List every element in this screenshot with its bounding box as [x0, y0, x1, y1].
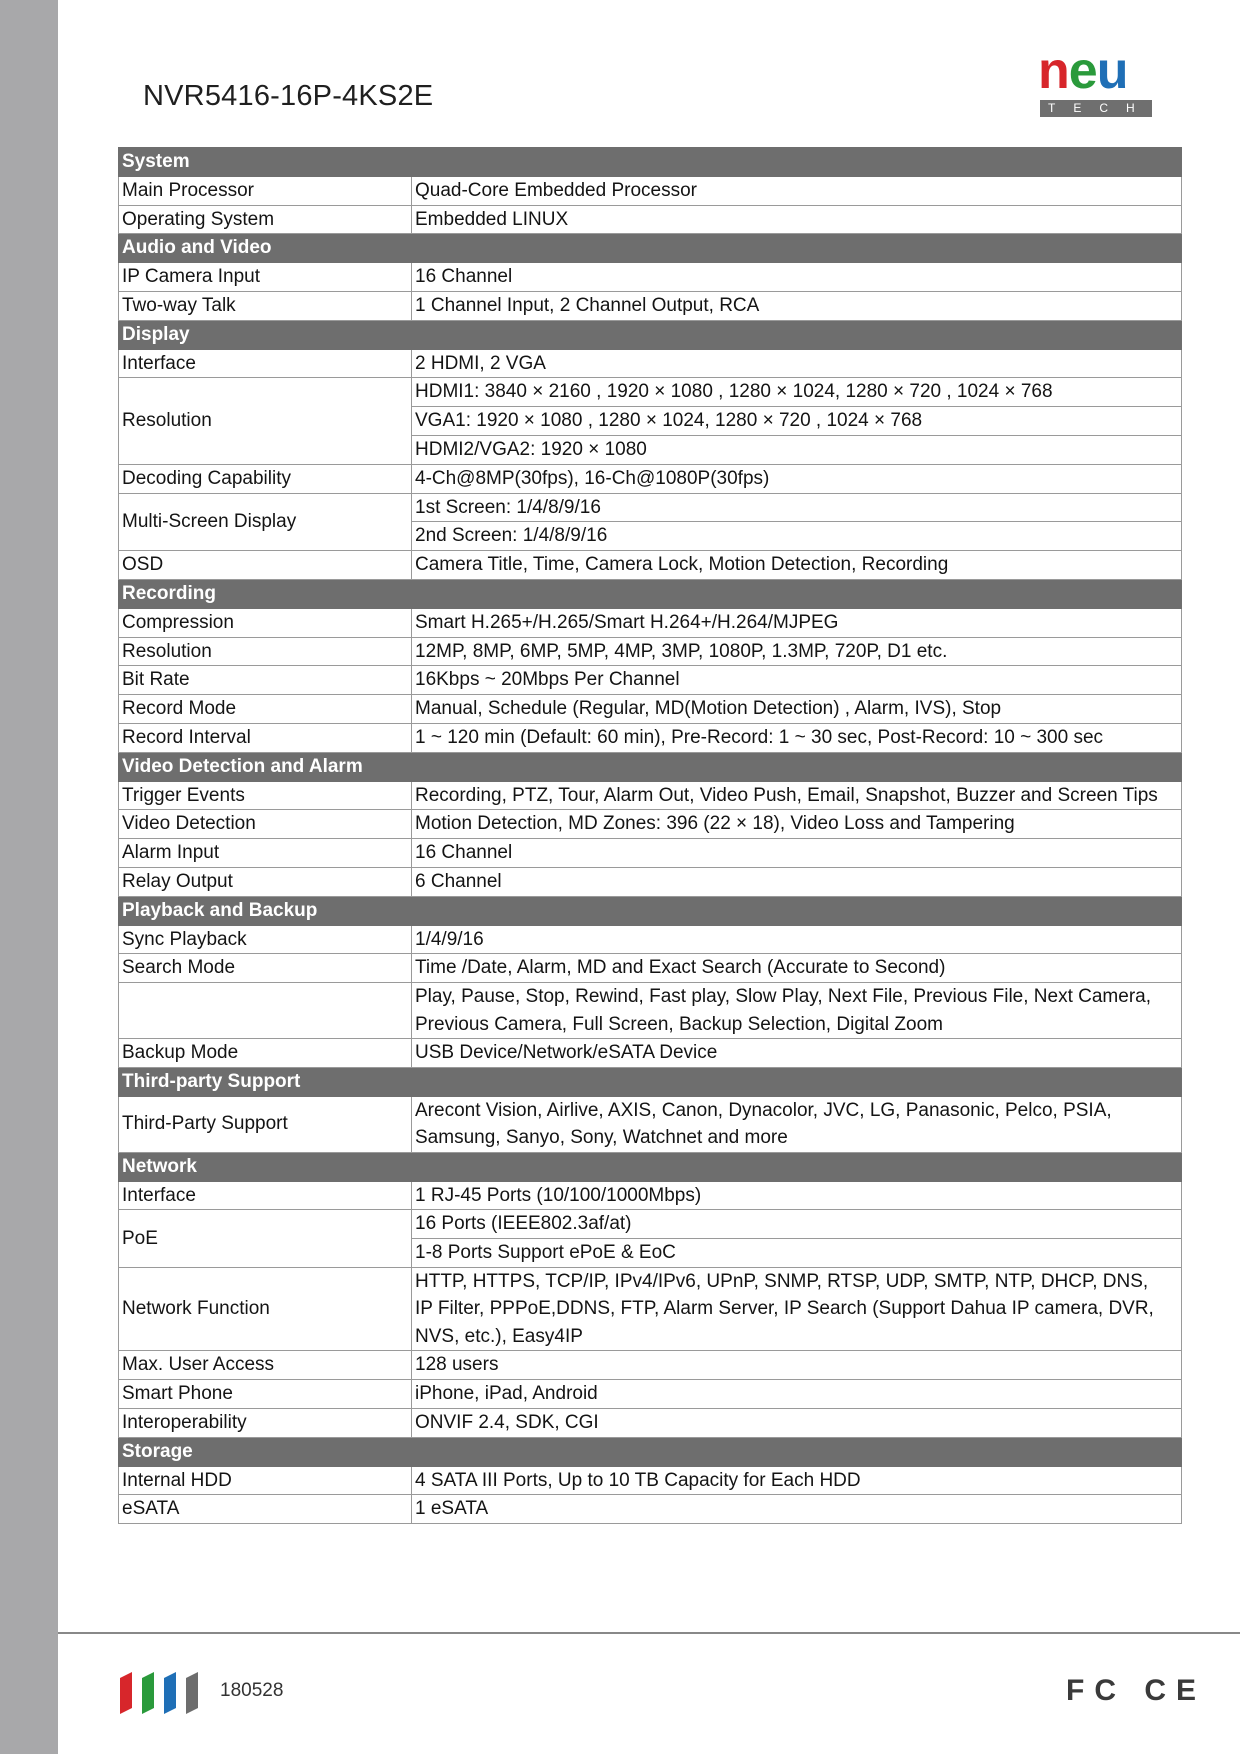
spec-label: Network Function [119, 1267, 412, 1351]
spec-row [119, 695, 1182, 724]
logo-wordmark: neu [1038, 42, 1128, 100]
spec-row [119, 1351, 1182, 1380]
spec-row [119, 1495, 1182, 1524]
spec-value: Time /Date, Alarm, MD and Exact Search (Accurate to Second) [412, 954, 1182, 983]
spec-row [119, 839, 1182, 868]
section-title: Audio and Video [119, 234, 1182, 263]
spec-label: Two-way Talk [119, 291, 412, 320]
spec-value: 1 ~ 120 min (Default: 60 min), Pre-Record: 1 ~ 30 sec, Post-Record: 10 ~ 300 sec [412, 723, 1182, 752]
section-title: Network [119, 1152, 1182, 1181]
spec-label: Third-Party Support [119, 1096, 412, 1152]
spec-value: 1 eSATA [412, 1495, 1182, 1524]
spec-label: Compression [119, 608, 412, 637]
spec-value: 16 Channel [412, 839, 1182, 868]
section-title: Storage [119, 1437, 1182, 1466]
spec-value: 2nd Screen: 1/4/8/9/16 [412, 522, 1182, 551]
spec-value: 16 Ports (IEEE802.3af/at) [412, 1210, 1182, 1239]
section-header [119, 752, 1182, 781]
spec-value: 6 Channel [412, 867, 1182, 896]
section-title: Playback and Backup [119, 896, 1182, 925]
spec-row [119, 781, 1182, 810]
spec-row [119, 464, 1182, 493]
certification-marks: FC CE [1066, 1674, 1206, 1707]
section-header [119, 579, 1182, 608]
spec-label: Interoperability [119, 1408, 412, 1437]
spec-label: Resolution [119, 637, 412, 666]
spec-label: Bit Rate [119, 666, 412, 695]
brand-stripes-logo [116, 1670, 206, 1714]
spec-value: 1 Channel Input, 2 Channel Output, RCA [412, 291, 1182, 320]
spec-row [119, 1039, 1182, 1068]
spec-row [119, 637, 1182, 666]
section-header [119, 234, 1182, 263]
spec-value: 1/4/9/16 [412, 925, 1182, 954]
section-header [119, 1437, 1182, 1466]
spec-row [119, 378, 1182, 407]
spec-label: Internal HDD [119, 1466, 412, 1495]
section-title: Recording [119, 579, 1182, 608]
spec-label: Video Detection [119, 810, 412, 839]
spec-label: Record Mode [119, 695, 412, 724]
spec-value: Recording, PTZ, Tour, Alarm Out, Video Push, Email, Snapshot, Buzzer and Screen Tips [412, 781, 1182, 810]
spec-value: Smart H.265+/H.265/Smart H.264+/H.264/MJPEG [412, 608, 1182, 637]
spec-table [118, 147, 1182, 1524]
spec-row [119, 723, 1182, 752]
footer-divider [58, 1632, 1240, 1634]
spec-row [119, 551, 1182, 580]
spec-label: IP Camera Input [119, 263, 412, 292]
spec-value: 16Kbps ~ 20Mbps Per Channel [412, 666, 1182, 695]
spec-value: 2 HDMI, 2 VGA [412, 349, 1182, 378]
spec-label: Main Processor [119, 176, 412, 205]
spec-value: Manual, Schedule (Regular, MD(Motion Detection) , Alarm, IVS), Stop [412, 695, 1182, 724]
section-title: Display [119, 320, 1182, 349]
section-title: Video Detection and Alarm [119, 752, 1182, 781]
spec-value: 1 RJ-45 Ports (10/100/1000Mbps) [412, 1181, 1182, 1210]
spec-value: 1-8 Ports Support ePoE & EoC [412, 1239, 1182, 1268]
spec-label: OSD [119, 551, 412, 580]
spec-row [119, 925, 1182, 954]
section-header [119, 896, 1182, 925]
spec-value: Embedded LINUX [412, 205, 1182, 234]
spec-row [119, 1466, 1182, 1495]
spec-value: HTTP, HTTPS, TCP/IP, IPv4/IPv6, UPnP, SNMP, RTSP, UDP, SMTP, NTP, DHCP, DNS, IP Filter, PPPoE,DDNS, FTP, Alarm Server, IP Search (Support Dahua IP camera, DVR, NVS, etc.), Easy4IP [412, 1267, 1182, 1351]
spec-label: Relay Output [119, 867, 412, 896]
spec-label: eSATA [119, 1495, 412, 1524]
spec-row [119, 493, 1182, 522]
left-margin-stripe [0, 0, 58, 1754]
spec-value: Camera Title, Time, Camera Lock, Motion Detection, Recording [412, 551, 1182, 580]
spec-value: iPhone, iPad, Android [412, 1380, 1182, 1409]
logo-subtitle: TECH [1040, 100, 1152, 117]
spec-label: Operating System [119, 205, 412, 234]
section-header [119, 320, 1182, 349]
spec-value: 16 Channel [412, 263, 1182, 292]
spec-row [119, 263, 1182, 292]
spec-row [119, 1096, 1182, 1152]
spec-value: ONVIF 2.4, SDK, CGI [412, 1408, 1182, 1437]
spec-label: Record Interval [119, 723, 412, 752]
spec-label: Smart Phone [119, 1380, 412, 1409]
spec-row [119, 349, 1182, 378]
spec-label: Multi-Screen Display [119, 493, 412, 551]
spec-label: Interface [119, 1181, 412, 1210]
spec-label: Backup Mode [119, 1039, 412, 1068]
spec-label: Sync Playback [119, 925, 412, 954]
spec-value: HDMI1: 3840 × 2160 , 1920 × 1080 , 1280 × 1024, 1280 × 720 , 1024 × 768 [412, 378, 1182, 407]
spec-label: Trigger Events [119, 781, 412, 810]
spec-row [119, 176, 1182, 205]
spec-label: Decoding Capability [119, 464, 412, 493]
spec-row [119, 810, 1182, 839]
spec-label: Resolution [119, 378, 412, 464]
spec-value: 12MP, 8MP, 6MP, 5MP, 4MP, 3MP, 1080P, 1.3MP, 720P, D1 etc. [412, 637, 1182, 666]
spec-label: Interface [119, 349, 412, 378]
spec-row [119, 1210, 1182, 1239]
spec-value: 4-Ch@8MP(30fps), 16-Ch@1080P(30fps) [412, 464, 1182, 493]
neu-tech-logo [1038, 42, 1154, 119]
page-title: NVR5416-16P-4KS2E [143, 80, 434, 112]
spec-row [119, 867, 1182, 896]
section-title: Third-party Support [119, 1067, 1182, 1096]
spec-row [119, 954, 1182, 983]
spec-row [119, 291, 1182, 320]
spec-row [119, 1408, 1182, 1437]
spec-row [119, 666, 1182, 695]
spec-row [119, 1181, 1182, 1210]
spec-label: Max. User Access [119, 1351, 412, 1380]
section-title: System [119, 148, 1182, 177]
spec-value: HDMI2/VGA2: 1920 × 1080 [412, 435, 1182, 464]
spec-value: Arecont Vision, Airlive, AXIS, Canon, Dynacolor, JVC, LG, Panasonic, Pelco, PSIA, Samsung, Sanyo, Sony, Watchnet and more [412, 1096, 1182, 1152]
spec-value: VGA1: 1920 × 1080 , 1280 × 1024, 1280 × 720 , 1024 × 768 [412, 407, 1182, 436]
spec-value: Quad-Core Embedded Processor [412, 176, 1182, 205]
section-header [119, 1067, 1182, 1096]
section-header [119, 1152, 1182, 1181]
spec-value: 4 SATA III Ports, Up to 10 TB Capacity for Each HDD [412, 1466, 1182, 1495]
spec-row [119, 983, 1182, 1039]
spec-value: 128 users [412, 1351, 1182, 1380]
spec-row [119, 608, 1182, 637]
spec-label [119, 983, 412, 1039]
spec-value: USB Device/Network/eSATA Device [412, 1039, 1182, 1068]
spec-label: Alarm Input [119, 839, 412, 868]
spec-row [119, 1267, 1182, 1351]
section-header [119, 148, 1182, 177]
spec-row [119, 205, 1182, 234]
spec-row [119, 1380, 1182, 1409]
spec-label: Search Mode [119, 954, 412, 983]
spec-value: 1st Screen: 1/4/8/9/16 [412, 493, 1182, 522]
spec-value: Motion Detection, MD Zones: 396 (22 × 18), Video Loss and Tampering [412, 810, 1182, 839]
document-code: 180528 [220, 1680, 284, 1701]
spec-label: PoE [119, 1210, 412, 1268]
spec-value: Play, Pause, Stop, Rewind, Fast play, Slow Play, Next File, Previous File, Next Camera, Previous Camera, Full Screen, Backup Selection, Digital Zoom [412, 983, 1182, 1039]
